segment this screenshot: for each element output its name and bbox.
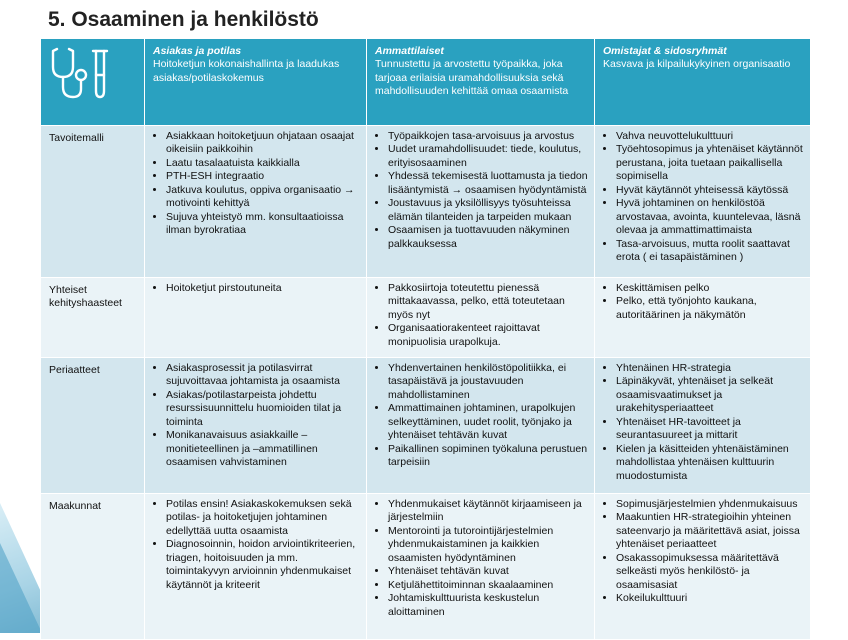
list-item: • Yhdenmukaiset käytännöt kirjaamiseen ja järjestelmiin [388,498,588,525]
list-item: • Kielen ja käsitteiden yhtenäistäminen mahdollistaa yhtenäisen kulttuurin muodostumista [616,443,804,483]
header-col-customer-text: Hoitoketjun kokonaishallinta ja laadukas asiakas/potilaskokemus [153,58,340,84]
list-item: • Paikallinen sopiminen työkaluna perustuen tarpeisiin [388,443,588,470]
table-row [41,358,811,494]
row-label: Yhteiset kehityshaasteet [41,278,145,358]
header-col-owners-text: Kasvava ja kilpailukykyinen organisaatio [603,58,791,71]
bullet-list [151,130,360,238]
list-item: • Työehtosopimus ja yhtenäiset käytännöt perustana, joita tuetaan paikallisella sopimisella [616,143,804,183]
list-item: • Keskittämisen pelko [616,282,804,295]
bullet-list [151,362,360,470]
list-item: • Monikanavaisuus asiakkaille – monitieteellinen ja –ammatillinen osaamisen vahvistaminen [166,429,360,469]
list-item: • Laatu tasalaatuista kaikkialla [166,157,360,170]
list-item: • Johtamiskulttuurista keskustelun aloittaminen [388,592,588,619]
header-col-professionals-heading: Ammattilaiset [375,45,444,57]
list-item: • Ammattimainen johtaminen, urapolkujen selkeyttäminen, uudet roolit, työnjako ja yhtenäiset tehtävän kuvat [388,402,588,442]
list-item: • Osakassopimuksessa määritettävä selkeästi myös henkilöstö- ja osaamisasiat [616,552,804,592]
page-title: 5. Osaaminen ja henkilöstö [48,8,319,31]
table-cell-c1 [145,126,367,278]
bullet-list [373,362,588,470]
list-item: • Maakuntien HR-strategioihin yhteinen sateenvarjo ja määritettävä asiat, joissa yhtenäiset periaatteet [616,511,804,551]
list-item: • Yhtenäiset HR-tavoitteet ja seurantasuureet ja mittarit [616,416,804,443]
bullet-list [601,130,804,264]
bullet-list [373,498,588,619]
bullet-list [601,362,804,483]
list-item: • Pelko, että työnjohto kaukana, autoritäärinen ja näkymätön [616,295,804,322]
list-item: • Hyvät käytännöt yhteisessä käytössä [616,184,804,197]
table-cell-c3 [595,358,811,494]
list-item: • Läpinäkyvät, yhtenäiset ja selkeät osaamisvaatimukset ja urakehitysperiaatteet [616,375,804,415]
bullet-list [601,282,804,322]
list-item: • Yhtenäiset tehtävän kuvat [388,565,588,578]
competence-table [40,38,811,640]
table-cell-c3 [595,278,811,358]
list-item: • Joustavuus ja yksilöllisyys työsuhteissa elämän tilanteiden ja tarpeiden mukaan [388,197,588,224]
table-cell-c3 [595,494,811,640]
list-item: • Sopimusjärjestelmien yhdenmukaisuus [616,498,804,511]
header-col-professionals-text: Tunnustettu ja arvostettu työpaikka, joka tarjoaa erilaisia uramahdollisuuksia sekä mahdollisuuden kehittää omaa osaamista [375,58,569,98]
list-item: • Vahva neuvottelukulttuuri [616,130,804,143]
header-col-professionals [367,39,595,126]
bullet-list [151,282,360,295]
list-item: • PTH-ESH integraatio [166,170,360,183]
bullet-list [151,498,360,592]
list-item: • Osaamisen ja tuottavuuden näkyminen palkkauksessa [388,224,588,251]
list-item: • Uudet uramahdollisuudet: tiede, koulutus, erityisosaaminen [388,143,588,170]
list-item: • Pakkosiirtoja toteutettu pienessä mittakaavassa, pelko, että toteutetaan myös nyt [388,282,588,322]
list-item: • Ketjulähettitoiminnan skaalaaminen [388,579,588,592]
table-cell-c3 [595,126,811,278]
table-row [41,494,811,640]
list-item: • Organisaatiorakenteet rajoittavat monipuolisia urapolkuja. [388,322,588,349]
list-item: • Yhdessä tekemisestä luottamusta ja tiedon lisääntymistä → osaamisen hyödyntämistä [388,170,588,197]
list-item: • Asiakasprosessit ja potilasvirrat sujuvoittavaa johtamista ja osaamista [166,362,360,389]
row-label: Maakunnat [41,494,145,640]
table-cell-c1 [145,494,367,640]
list-item: • Diagnosoinnin, hoidon arviointikriteerien, triagen, hoitoisuuden ja mm. toimintakyvyn arvioinnin yhdenmukaiset käytännöt ja kriteerit [166,538,360,592]
table-cell-c1 [145,278,367,358]
list-item: • Asiakas/potilastarpeista johdettu resurssisuunnittelu huomioiden tilat ja toiminta [166,389,360,429]
table-cell-c2 [367,126,595,278]
table-cell-c2 [367,278,595,358]
header-icon-cell [41,39,145,126]
table-row [41,126,811,278]
header-col-owners [595,39,811,126]
list-item: • Asiakkaan hoitoketjuun ohjataan osaajat oikeisiin paikkoihin [166,130,360,157]
list-item: • Työpaikkojen tasa-arvoisuus ja arvostus [388,130,588,143]
list-item: • Sujuva yhteistyö mm. konsultaatioissa ilman byrokratiaa [166,211,360,238]
list-item: • Jatkuva koulutus, oppiva organisaatio → motivointi kehittyä [166,184,360,211]
table-row [41,278,811,358]
table-cell-c1 [145,358,367,494]
list-item: • Hoitoketjut pirstoutuneita [166,282,360,295]
bullet-list [373,130,588,251]
list-item: • Tasa-arvoisuus, mutta roolit saattavat erota ( ei tasapäistäminen ) [616,238,804,265]
list-item: • Potilas ensin! Asiakaskokemuksen sekä potilas- ja hoitoketjujen johtaminen edellyttää uutta osaamista [166,498,360,538]
row-label: Tavoitemalli [41,126,145,278]
table-cell-c2 [367,494,595,640]
bullet-list [601,498,804,606]
bullet-list [373,282,588,349]
table-header-row [41,39,811,126]
list-item: • Hyvä johtaminen on henkilöstöä arvostavaa, avointa, kuuntelevaa, läsnä olevaa ja ammattimattimaista [616,197,804,237]
table-cell-c2 [367,358,595,494]
header-col-owners-heading: Omistajat & sidosryhmät [603,45,727,57]
list-item: • Mentorointi ja tutorointijärjestelmien yhdenmukaistaminen ja kaikkien osaamisten hyödyntäminen [388,525,588,565]
list-item: • Yhdenvertainen henkilöstöpolitiikka, ei tasapäistävä ja joustavuuden mahdollistaminen [388,362,588,402]
list-item: • Kokeilukulttuuri [616,592,804,605]
header-col-customer [145,39,367,126]
header-col-customer-heading: Asiakas ja potilas [153,45,242,57]
stethoscope-test-tube-icon [47,45,138,103]
row-label: Periaatteet [41,358,145,494]
list-item: • Yhtenäinen HR-strategia [616,362,804,375]
